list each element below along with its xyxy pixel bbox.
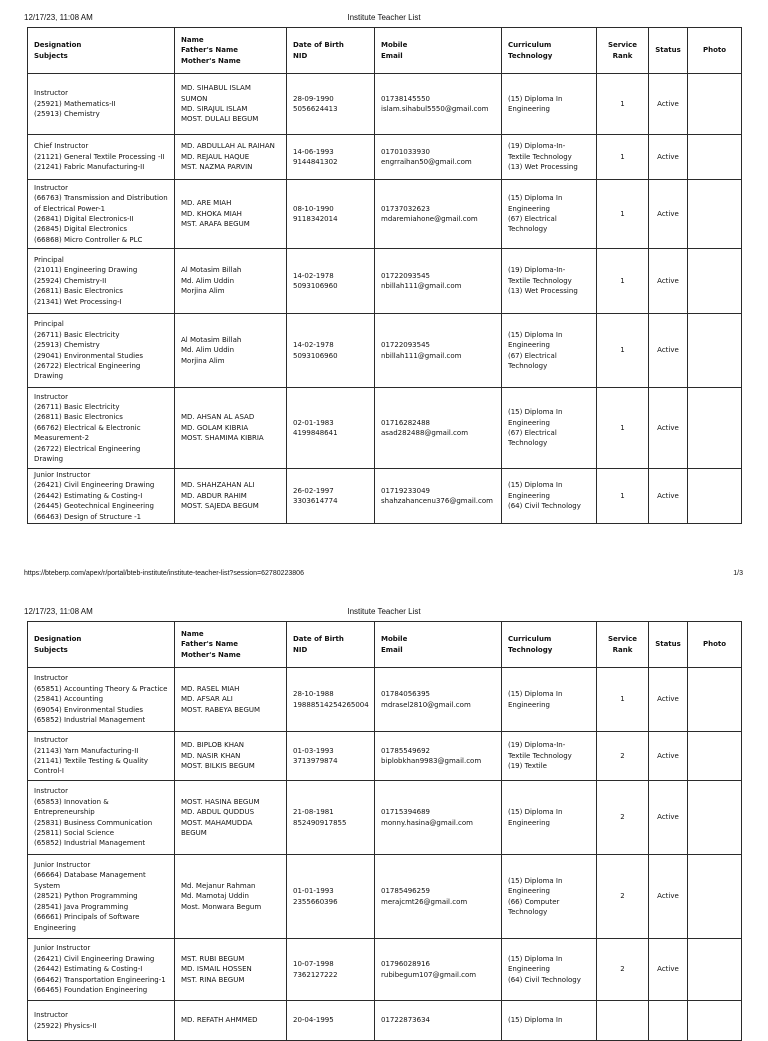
curriculum-line: (15) Diploma In — [508, 94, 563, 103]
cell-designation-subjects — [28, 668, 175, 732]
subject-line: (29041) Environmental Studies — [34, 351, 144, 360]
dob-text: 28-10-1988 — [293, 690, 334, 699]
name-line: MD. AFSAR ALI — [181, 695, 233, 704]
cell-designation-subjects — [28, 939, 175, 1001]
header-service-rank: Service Rank — [597, 28, 649, 74]
cell-names — [175, 855, 287, 939]
name-line: MD. BIPLOB KHAN — [181, 741, 245, 750]
designation-text: Chief Instructor — [34, 142, 89, 151]
curriculum-line: (19) Textile — [508, 762, 547, 771]
curriculum-line: (19) Diploma-In- — [508, 741, 566, 750]
name-line: MD. NASIR KHAN — [181, 751, 241, 760]
mobile-text: 01701033930 — [381, 147, 430, 156]
email-text: islam.sihabul5550@gmail.com — [381, 105, 489, 113]
subject-line: (26711) Basic Electricity — [34, 330, 120, 339]
cell-designation-subjects — [28, 732, 175, 781]
cell-service-rank — [597, 855, 649, 939]
cell-photo — [688, 855, 742, 939]
name-line: MST. NAZMA PARVIN — [181, 163, 253, 172]
mobile-text: 01716282488 — [381, 418, 430, 427]
nid-text: 3303614774 — [293, 497, 338, 505]
name-line: MST. RUBI BEGUM — [181, 954, 245, 963]
table-row — [28, 732, 742, 781]
page-header — [0, 607, 768, 619]
curriculum-line: (15) Diploma In — [508, 1016, 563, 1025]
mobile-text: 01715394689 — [381, 808, 430, 817]
status-text: Active — [657, 276, 679, 285]
cell-service-rank — [597, 1001, 649, 1041]
header-dob: Date of Birth NID — [287, 622, 375, 668]
dob-text: 14-06-1993 — [293, 147, 334, 156]
subject-line: (21143) Yarn Manufacturing-II — [34, 746, 139, 755]
page-title: Institute Teacher List — [347, 607, 421, 616]
cell-mobile-email — [375, 781, 502, 855]
cell-service-rank — [597, 939, 649, 1001]
subject-line: (26711) Basic Electricity — [34, 402, 120, 411]
curriculum-line: Technology — [508, 439, 548, 448]
subject-line: (25811) Social Science — [34, 828, 115, 837]
dob-text: 14-02-1978 — [293, 341, 334, 350]
name-line: Morjina Alim — [181, 356, 225, 365]
name-line: SUMON — [181, 94, 208, 103]
cell-designation-subjects — [28, 855, 175, 939]
mobile-text: 01737032623 — [381, 204, 430, 213]
header-curriculum: Curriculum Technology — [502, 622, 597, 668]
status-text: Active — [657, 751, 679, 760]
header-curriculum: Curriculum Technology — [502, 28, 597, 74]
subject-line: (66465) Foundation Engineering — [34, 986, 148, 995]
cell-service-rank — [597, 732, 649, 781]
email-text: nbillah111@gmail.com — [381, 351, 462, 360]
name-line: BEGUM — [181, 828, 207, 837]
nid-text: 2355660396 — [293, 897, 338, 906]
curriculum-line: (13) Wet Processing — [508, 287, 578, 296]
subject-line: (21121) General Textile Processing -II — [34, 152, 165, 161]
name-line: MD. GOLAM KIBRIA — [181, 423, 249, 432]
email-text: mdaremiahone@gmail.com — [381, 215, 478, 223]
subject-line: (66463) Design of Structure -1 — [34, 512, 142, 521]
subject-line: (25841) Accounting — [34, 695, 104, 704]
subject-line: (26442) Estimating & Costing-I — [34, 965, 143, 974]
cell-status — [649, 668, 688, 732]
curriculum-line: Engineering — [508, 818, 550, 827]
header-name: Name Father's Name Mother's Name — [175, 622, 287, 668]
subject-line: Drawing — [34, 372, 64, 381]
dob-text: 08-10-1990 — [293, 204, 334, 213]
table-row — [28, 939, 742, 1001]
table-row — [28, 1001, 742, 1041]
name-line: Md. Mejanur Rahman — [181, 881, 256, 890]
subject-line: (65853) Innovation & — [34, 797, 109, 806]
subject-line: (69054) Environmental Studies — [34, 705, 144, 714]
dob-text: 01-03-1993 — [293, 746, 334, 755]
name-line: MOST. RABEYA BEGUM — [181, 705, 261, 714]
cell-mobile-email — [375, 939, 502, 1001]
subject-line: (66763) Transmission and Distribution — [34, 194, 168, 203]
subject-line: (26421) Civil Engineering Drawing — [34, 954, 155, 963]
subject-line: Engineering — [34, 923, 76, 932]
print-timestamp: 12/17/23, 11:08 AM — [24, 13, 93, 22]
curriculum-line: Engineering — [508, 341, 550, 350]
service-rank-text: 2 — [620, 751, 625, 760]
designation-text: Instructor — [34, 89, 68, 98]
subject-line: (25922) Physics-II — [34, 1021, 97, 1030]
mobile-text: 01785496259 — [381, 887, 430, 896]
curriculum-line: Engineering — [508, 418, 550, 427]
curriculum-line: (64) Civil Technology — [508, 502, 581, 511]
designation-text: Principal — [34, 320, 64, 329]
curriculum-line: (15) Diploma In — [508, 876, 563, 885]
subject-line: (26811) Basic Electronics — [34, 287, 123, 296]
subject-line: (66661) Principals of Software — [34, 913, 140, 922]
designation-text: Instructor — [34, 392, 68, 401]
name-line: MD. KHOKA MIAH — [181, 209, 242, 218]
email-text: asad282488@gmail.com — [381, 429, 469, 437]
name-line: MD. SHAHZAHAN ALI — [181, 481, 255, 490]
name-line: MST. RINA BEGUM — [181, 975, 245, 984]
email-text: rubibegum107@gmail.com — [381, 970, 477, 979]
subject-line: (25831) Business Communication — [34, 818, 153, 827]
header-name: Name Father's Name Mother's Name — [175, 28, 287, 74]
subject-line: (66868) Micro Controller & PLC — [34, 235, 143, 244]
cell-dob-nid — [287, 668, 375, 732]
cell-photo — [688, 939, 742, 1001]
curriculum-line: Engineering — [508, 965, 550, 974]
nid-text: 19888514254265004 — [293, 700, 369, 709]
cell-status — [649, 855, 688, 939]
service-rank-text: 1 — [620, 152, 625, 161]
cell-curriculum — [502, 939, 597, 1001]
status-text: Active — [657, 695, 679, 704]
curriculum-line: Engineering — [508, 700, 550, 709]
header-status: Status — [649, 28, 688, 74]
nid-text: 4199848641 — [293, 429, 338, 437]
table-body — [28, 668, 742, 1041]
subject-line: (65852) Industrial Management — [34, 716, 146, 725]
status-text: Active — [657, 346, 679, 355]
subject-line: (66664) Database Management — [34, 871, 146, 880]
page-title: Institute Teacher List — [347, 13, 421, 22]
name-line: MD. RASEL MIAH — [181, 684, 240, 693]
subject-line: Drawing — [34, 455, 64, 464]
dob-text: 28-09-1990 — [293, 94, 334, 103]
subject-line: (65851) Accounting Theory & Practice — [34, 684, 168, 693]
header-status: Status — [649, 622, 688, 668]
subject-line: (26442) Estimating & Costing-I — [34, 491, 143, 500]
cell-dob-nid — [287, 939, 375, 1001]
curriculum-line: Textile Technology — [508, 751, 572, 760]
service-rank-text: 1 — [620, 695, 625, 704]
header-dob: Date of Birth NID — [287, 28, 375, 74]
name-line: MD. REFATH AHMMED — [181, 1016, 258, 1025]
header-mobile: Mobile Email — [375, 28, 502, 74]
header-designation: Designation Subjects — [28, 622, 175, 668]
status-text: Active — [657, 152, 679, 161]
mobile-text: 01796028916 — [381, 960, 430, 969]
cell-curriculum — [502, 732, 597, 781]
print-timestamp: 12/17/23, 11:08 AM — [24, 607, 93, 616]
cell-curriculum — [502, 855, 597, 939]
cell-dob-nid — [287, 732, 375, 781]
dob-text: 14-02-1978 — [293, 271, 334, 280]
status-text: Active — [657, 423, 679, 432]
cell-curriculum — [502, 668, 597, 732]
mobile-text: 01722093545 — [381, 271, 430, 280]
name-line: MST. ARAFA BEGUM — [181, 220, 250, 229]
subject-line: Control-I — [34, 767, 64, 776]
name-line: Most. Monwara Begum — [181, 902, 262, 911]
curriculum-line: (13) Wet Processing — [508, 163, 578, 172]
nid-text: 7362127222 — [293, 970, 338, 979]
subject-line: (28521) Python Programming — [34, 892, 138, 901]
name-line: MD. SIHABUL ISLAM — [181, 84, 251, 93]
subject-line: (26722) Electrical Engineering — [34, 361, 141, 370]
name-line: MD. ARE MIAH — [181, 199, 232, 208]
curriculum-line: (15) Diploma In — [508, 954, 563, 963]
cell-mobile-email — [375, 668, 502, 732]
nid-text: 5093106960 — [293, 351, 338, 360]
cell-status — [649, 732, 688, 781]
cell-photo — [688, 1001, 742, 1041]
subject-line: (25924) Chemistry-II — [34, 276, 107, 285]
subject-line: (25913) Chemistry — [34, 341, 100, 350]
cell-curriculum — [502, 1001, 597, 1041]
name-line: MD. ISMAIL HOSSEN — [181, 965, 252, 974]
cell-service-rank — [597, 668, 649, 732]
nid-text: 5093106960 — [293, 282, 338, 290]
subject-line: (28541) Java Programming — [34, 902, 129, 911]
status-text: Active — [657, 209, 679, 218]
nid-text: 9144841302 — [293, 158, 338, 166]
header-photo: Photo — [688, 28, 742, 74]
curriculum-line: Engineering — [508, 491, 550, 500]
subject-line: (26841) Digital Electronics-II — [34, 215, 134, 223]
email-text: engrraihan50@gmail.com — [381, 158, 472, 166]
table-header-row — [28, 622, 742, 668]
page-number: 1/3 — [733, 570, 743, 577]
cell-names — [175, 781, 287, 855]
curriculum-line: (19) Diploma-In- — [508, 266, 566, 275]
cell-status — [649, 939, 688, 1001]
cell-dob-nid — [287, 781, 375, 855]
name-line: Al Motasim Billah — [181, 266, 242, 275]
header-photo: Photo — [688, 622, 742, 668]
designation-text: Junior Instructor — [34, 470, 91, 479]
subject-line: (66762) Electrical & Electronic — [34, 423, 141, 432]
service-rank-text: 1 — [620, 209, 625, 218]
service-rank-text: 2 — [620, 965, 625, 974]
mobile-text: 01722093545 — [381, 341, 430, 350]
curriculum-line: (15) Diploma In — [508, 808, 563, 817]
cell-mobile-email — [375, 732, 502, 781]
nid-text: 9118342014 — [293, 215, 338, 223]
subject-line: (26445) Geotechnical Engineering — [34, 502, 154, 511]
dob-text: 10-07-1998 — [293, 960, 334, 969]
nid-text: 852490917855 — [293, 818, 347, 827]
nid-text: 3713979874 — [293, 757, 338, 765]
subject-line: (21141) Textile Testing & Quality — [34, 757, 149, 765]
name-line: MOST. MAHAMUDDA — [181, 818, 253, 827]
email-text: monny.hasina@gmail.com — [381, 818, 474, 827]
dob-text: 01-01-1993 — [293, 887, 334, 896]
status-text: Active — [657, 99, 679, 108]
subject-line: System — [34, 881, 61, 890]
service-rank-text: 1 — [620, 423, 625, 432]
service-rank-text: 1 — [620, 276, 625, 285]
curriculum-line: Engineering — [508, 105, 550, 113]
status-text: Active — [657, 491, 679, 500]
subject-line: (25921) Mathematics-II — [34, 99, 116, 108]
name-line: MOST. SAJEDA BEGUM — [181, 502, 259, 511]
teacher-table — [27, 621, 742, 1041]
cell-service-rank — [597, 781, 649, 855]
designation-text: Instructor — [34, 183, 68, 192]
curriculum-line: Engineering — [508, 204, 550, 213]
curriculum-line: Textile Technology — [508, 276, 572, 285]
name-line: MD. ABDUR RAHIM — [181, 491, 247, 500]
cell-photo — [688, 781, 742, 855]
subject-line: (66462) Transportation Engineering-1 — [34, 975, 166, 984]
name-line: MOST. DULALI BEGUM — [181, 115, 259, 124]
email-text: mdrasel2810@gmail.com — [381, 700, 471, 709]
name-line: MD. REJAUL HAQUE — [181, 152, 250, 161]
cell-designation-subjects — [28, 781, 175, 855]
name-line: MD. AHSAN AL ASAD — [181, 413, 255, 422]
subject-line: (25913) Chemistry — [34, 110, 100, 119]
curriculum-line: (15) Diploma In — [508, 481, 563, 490]
curriculum-line: Technology — [508, 907, 548, 916]
status-text: Active — [657, 965, 679, 974]
cell-curriculum — [502, 781, 597, 855]
designation-text: Instructor — [34, 787, 68, 796]
mobile-text: 01785549692 — [381, 746, 430, 755]
cell-photo — [688, 668, 742, 732]
page-url: https://bteberp.com/apex/r/portal/bteb-institute/institute-teacher-list?session=62780223806 — [24, 570, 304, 577]
name-line: MD. ABDULLAH AL RAIHAN — [181, 142, 275, 151]
curriculum-line: Engineering — [508, 887, 550, 896]
name-line: MD. SIRAJUL ISLAM — [181, 105, 248, 113]
cell-status — [649, 781, 688, 855]
curriculum-line: (15) Diploma In — [508, 690, 563, 699]
email-text: merajcmt26@gmail.com — [381, 897, 468, 906]
dob-text: 20-04-1995 — [293, 1016, 334, 1025]
cell-names — [175, 732, 287, 781]
designation-text: Instructor — [34, 736, 68, 745]
designation-text: Instructor — [34, 674, 68, 683]
subject-line: of Electrical Power-1 — [34, 204, 106, 213]
subject-line: (65852) Industrial Management — [34, 839, 146, 848]
service-rank-text: 1 — [620, 491, 625, 500]
header-designation: Designation Subjects — [28, 28, 175, 74]
mobile-text: 01738145550 — [381, 94, 430, 103]
name-line: Md. Mamotaj Uddin — [181, 892, 249, 901]
table-row — [28, 855, 742, 939]
status-text: Active — [657, 892, 679, 901]
subject-line: Entrepreneurship — [34, 808, 95, 817]
email-text: biplobkhan9983@gmail.com — [381, 757, 482, 765]
curriculum-line: (67) Electrical — [508, 429, 557, 437]
cell-mobile-email — [375, 1001, 502, 1041]
name-line: Md. Alim Uddin — [181, 346, 235, 355]
subject-line: (21341) Wet Processing-I — [34, 297, 122, 306]
email-text: shahzahancenu376@gmail.com — [381, 497, 493, 505]
table-row — [28, 781, 742, 855]
mobile-text: 01722873634 — [381, 1016, 430, 1025]
cell-dob-nid — [287, 855, 375, 939]
subject-line: Measurement-2 — [34, 434, 90, 443]
curriculum-line: Technology — [508, 361, 548, 370]
service-rank-text: 1 — [620, 99, 625, 108]
subject-line: (26421) Civil Engineering Drawing — [34, 481, 155, 490]
curriculum-line: (15) Diploma In — [508, 330, 563, 339]
subject-line: (26845) Digital Electronics — [34, 225, 128, 234]
curriculum-line: (15) Diploma In — [508, 408, 563, 417]
cell-names — [175, 939, 287, 1001]
designation-text: Junior Instructor — [34, 944, 91, 953]
subject-line: (26722) Electrical Engineering — [34, 444, 141, 453]
header-service-rank: Service Rank — [597, 622, 649, 668]
dob-text: 02-01-1983 — [293, 418, 334, 427]
name-line: MOST. SHAMIMA KIBRIA — [181, 434, 264, 443]
curriculum-line: Technology — [508, 225, 548, 234]
mobile-text: 01719233049 — [381, 486, 430, 495]
designation-text: Principal — [34, 255, 64, 264]
curriculum-line: (67) Electrical — [508, 351, 557, 360]
service-rank-text: 1 — [620, 346, 625, 355]
name-line: MOST. HASINA BEGUM — [181, 797, 260, 806]
cell-photo — [688, 732, 742, 781]
nid-text: 5056624413 — [293, 105, 338, 113]
name-line: MOST. BILKIS BEGUM — [181, 762, 255, 771]
cell-dob-nid — [287, 1001, 375, 1041]
dob-text: 21-08-1981 — [293, 808, 334, 817]
subject-line: (21011) Engineering Drawing — [34, 266, 138, 275]
curriculum-line: (67) Electrical — [508, 215, 557, 223]
curriculum-line: (19) Diploma-In- — [508, 142, 566, 151]
dob-text: 26-02-1997 — [293, 486, 334, 495]
service-rank-text: 2 — [620, 813, 625, 822]
curriculum-line: Textile Technology — [508, 152, 572, 161]
designation-text: Junior Instructor — [34, 861, 91, 870]
name-line: Al Motasim Billah — [181, 335, 242, 344]
table-row — [28, 668, 742, 732]
name-line: Md. Alim Uddin — [181, 276, 235, 285]
cell-names — [175, 1001, 287, 1041]
email-text: nbillah111@gmail.com — [381, 282, 462, 290]
service-rank-text: 2 — [620, 892, 625, 901]
curriculum-line: (66) Computer — [508, 897, 560, 906]
cell-mobile-email — [375, 855, 502, 939]
header-mobile: Mobile Email — [375, 622, 502, 668]
cell-names — [175, 668, 287, 732]
subject-line: (26811) Basic Electronics — [34, 413, 123, 422]
name-line: MD. ABDUL QUDDUS — [181, 808, 255, 817]
cell-status — [649, 1001, 688, 1041]
curriculum-line: (15) Diploma In — [508, 194, 563, 203]
curriculum-line: (64) Civil Technology — [508, 975, 581, 984]
mobile-text: 01784056395 — [381, 690, 430, 699]
designation-text: Instructor — [34, 1011, 68, 1020]
status-text: Active — [657, 813, 679, 822]
cell-designation-subjects — [28, 1001, 175, 1041]
subject-line: (21241) Fabric Manufacturing-II — [34, 163, 145, 172]
name-line: Morjina Alim — [181, 287, 225, 296]
